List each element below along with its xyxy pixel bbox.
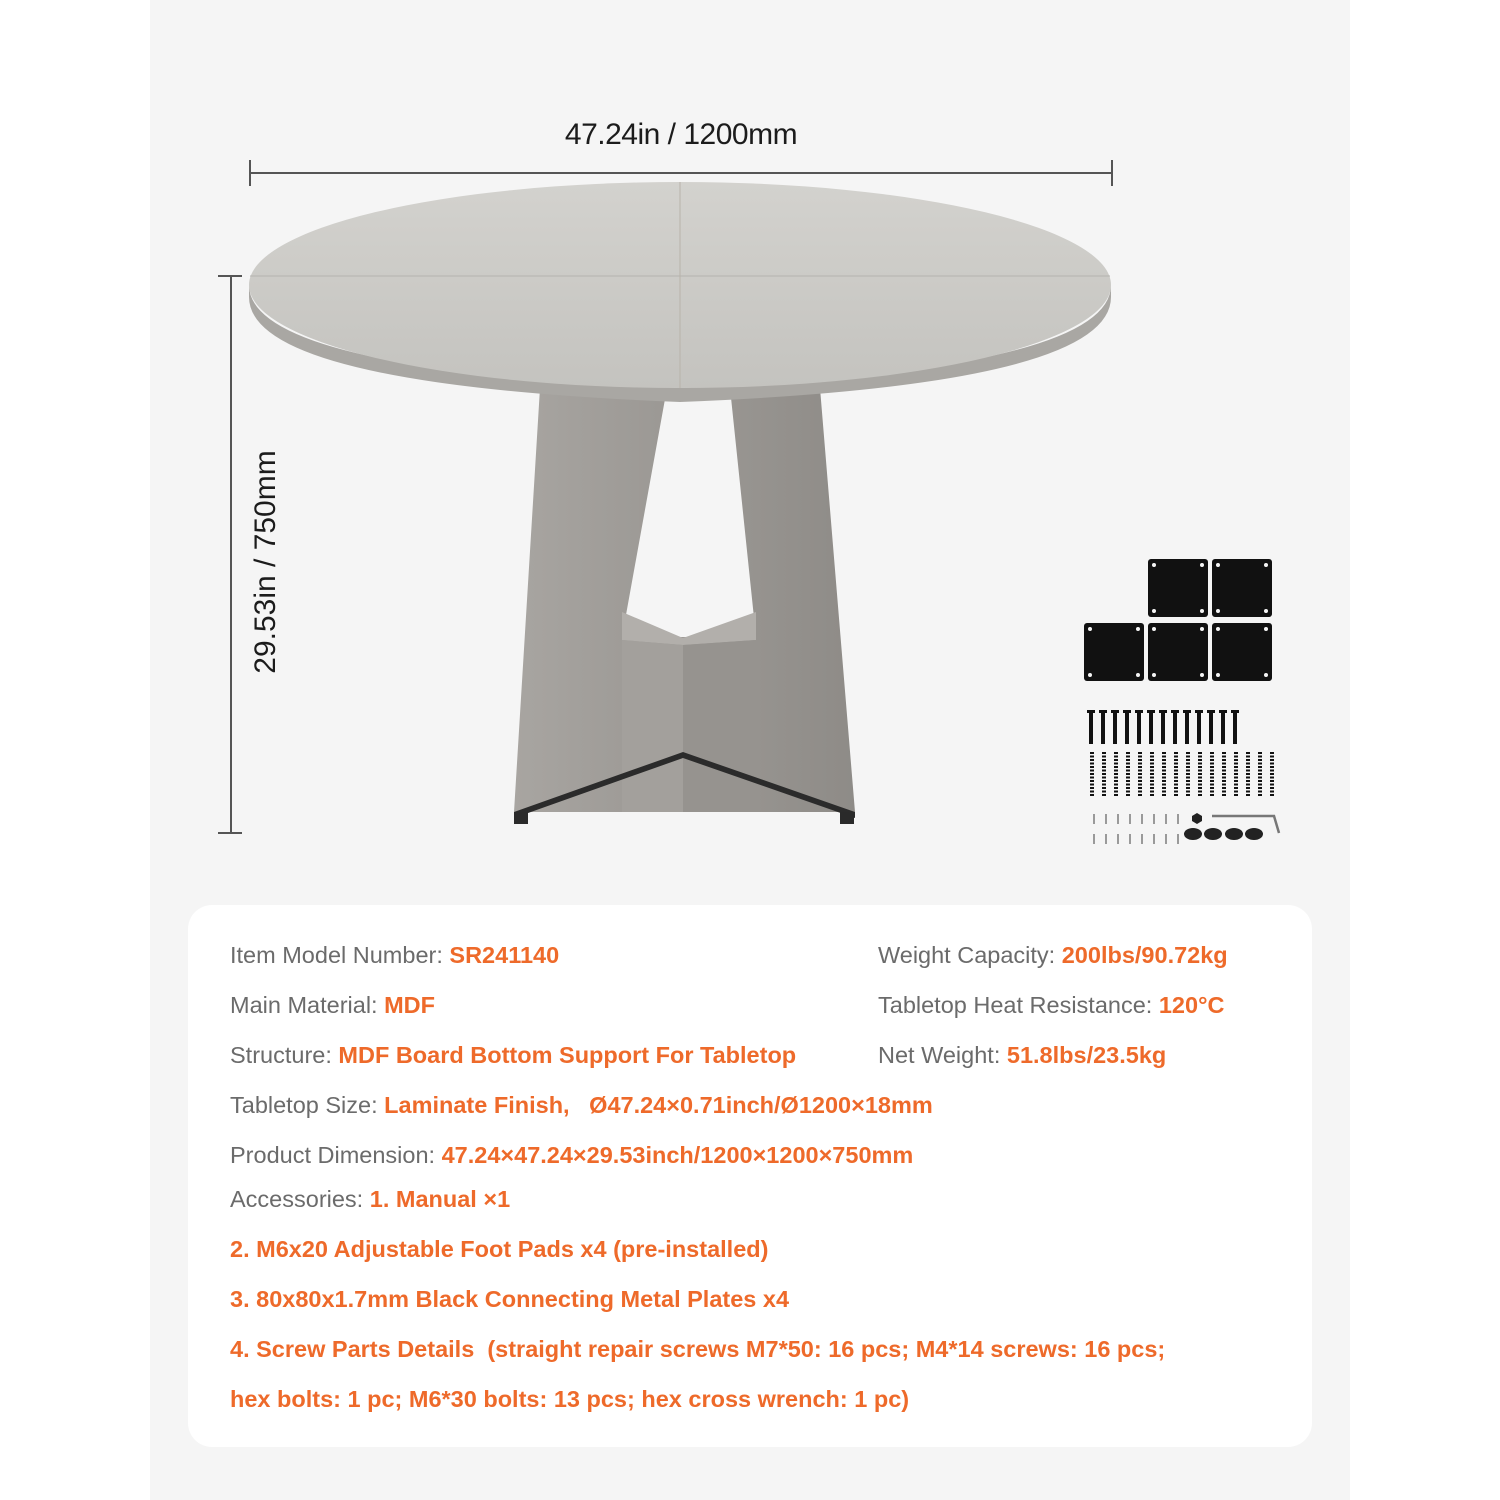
small-screws (1094, 814, 1178, 844)
spec-structure: Structure: MDF Board Bottom Support For Tabletop (230, 1042, 797, 1068)
spec-net-weight: Net Weight: 51.8lbs/23.5kg (878, 1042, 1167, 1068)
accessories-image (1076, 556, 1296, 846)
foot-pads (1184, 828, 1263, 840)
spec-tabletop-size: Tabletop Size: Laminate Finish, Ø47.24×0.71inch/Ø1200×18mm (230, 1092, 933, 1118)
accessory-metal-plates: 3. 80x80x1.7mm Black Connecting Metal Plates x4 (230, 1286, 790, 1312)
accessory-screw-details: 4. Screw Parts Details (straight repair screws M7*50: 16 pcs; M4*14 screws: 16 pcs; (230, 1336, 1166, 1362)
accessory-screw-details-cont: hex bolts: 1 pc; M6*30 bolts: 13 pcs; hex cross wrench: 1 pc) (230, 1386, 910, 1412)
spec-heat-resistance: Tabletop Heat Resistance: 120°C (878, 992, 1225, 1018)
height-dimension-label: 29.53in / 750mm (249, 450, 282, 674)
accessory-foot-pads: 2. M6x20 Adjustable Foot Pads x4 (pre-installed) (230, 1236, 769, 1262)
table-base (514, 388, 855, 824)
wood-screws (1092, 752, 1272, 796)
spec-model-number: Item Model Number: SR241140 (230, 942, 560, 968)
long-bolts (1087, 710, 1239, 744)
spec-card (188, 905, 1312, 1447)
spec-product-dimension: Product Dimension: 47.24×47.24×29.53inch/1200×1200×750mm (230, 1142, 914, 1168)
width-dimension-label: 47.24in / 1200mm (564, 118, 798, 151)
spec-weight-capacity: Weight Capacity: 200lbs/90.72kg (878, 942, 1228, 968)
hex-wrench-icon (1212, 816, 1279, 833)
hex-nut (1192, 813, 1202, 824)
metal-plates (1084, 559, 1272, 681)
tabletop (249, 182, 1111, 402)
spec-accessories: Accessories: 1. Manual ×1 (230, 1186, 511, 1212)
spec-main-material: Main Material: MDF (230, 992, 436, 1018)
